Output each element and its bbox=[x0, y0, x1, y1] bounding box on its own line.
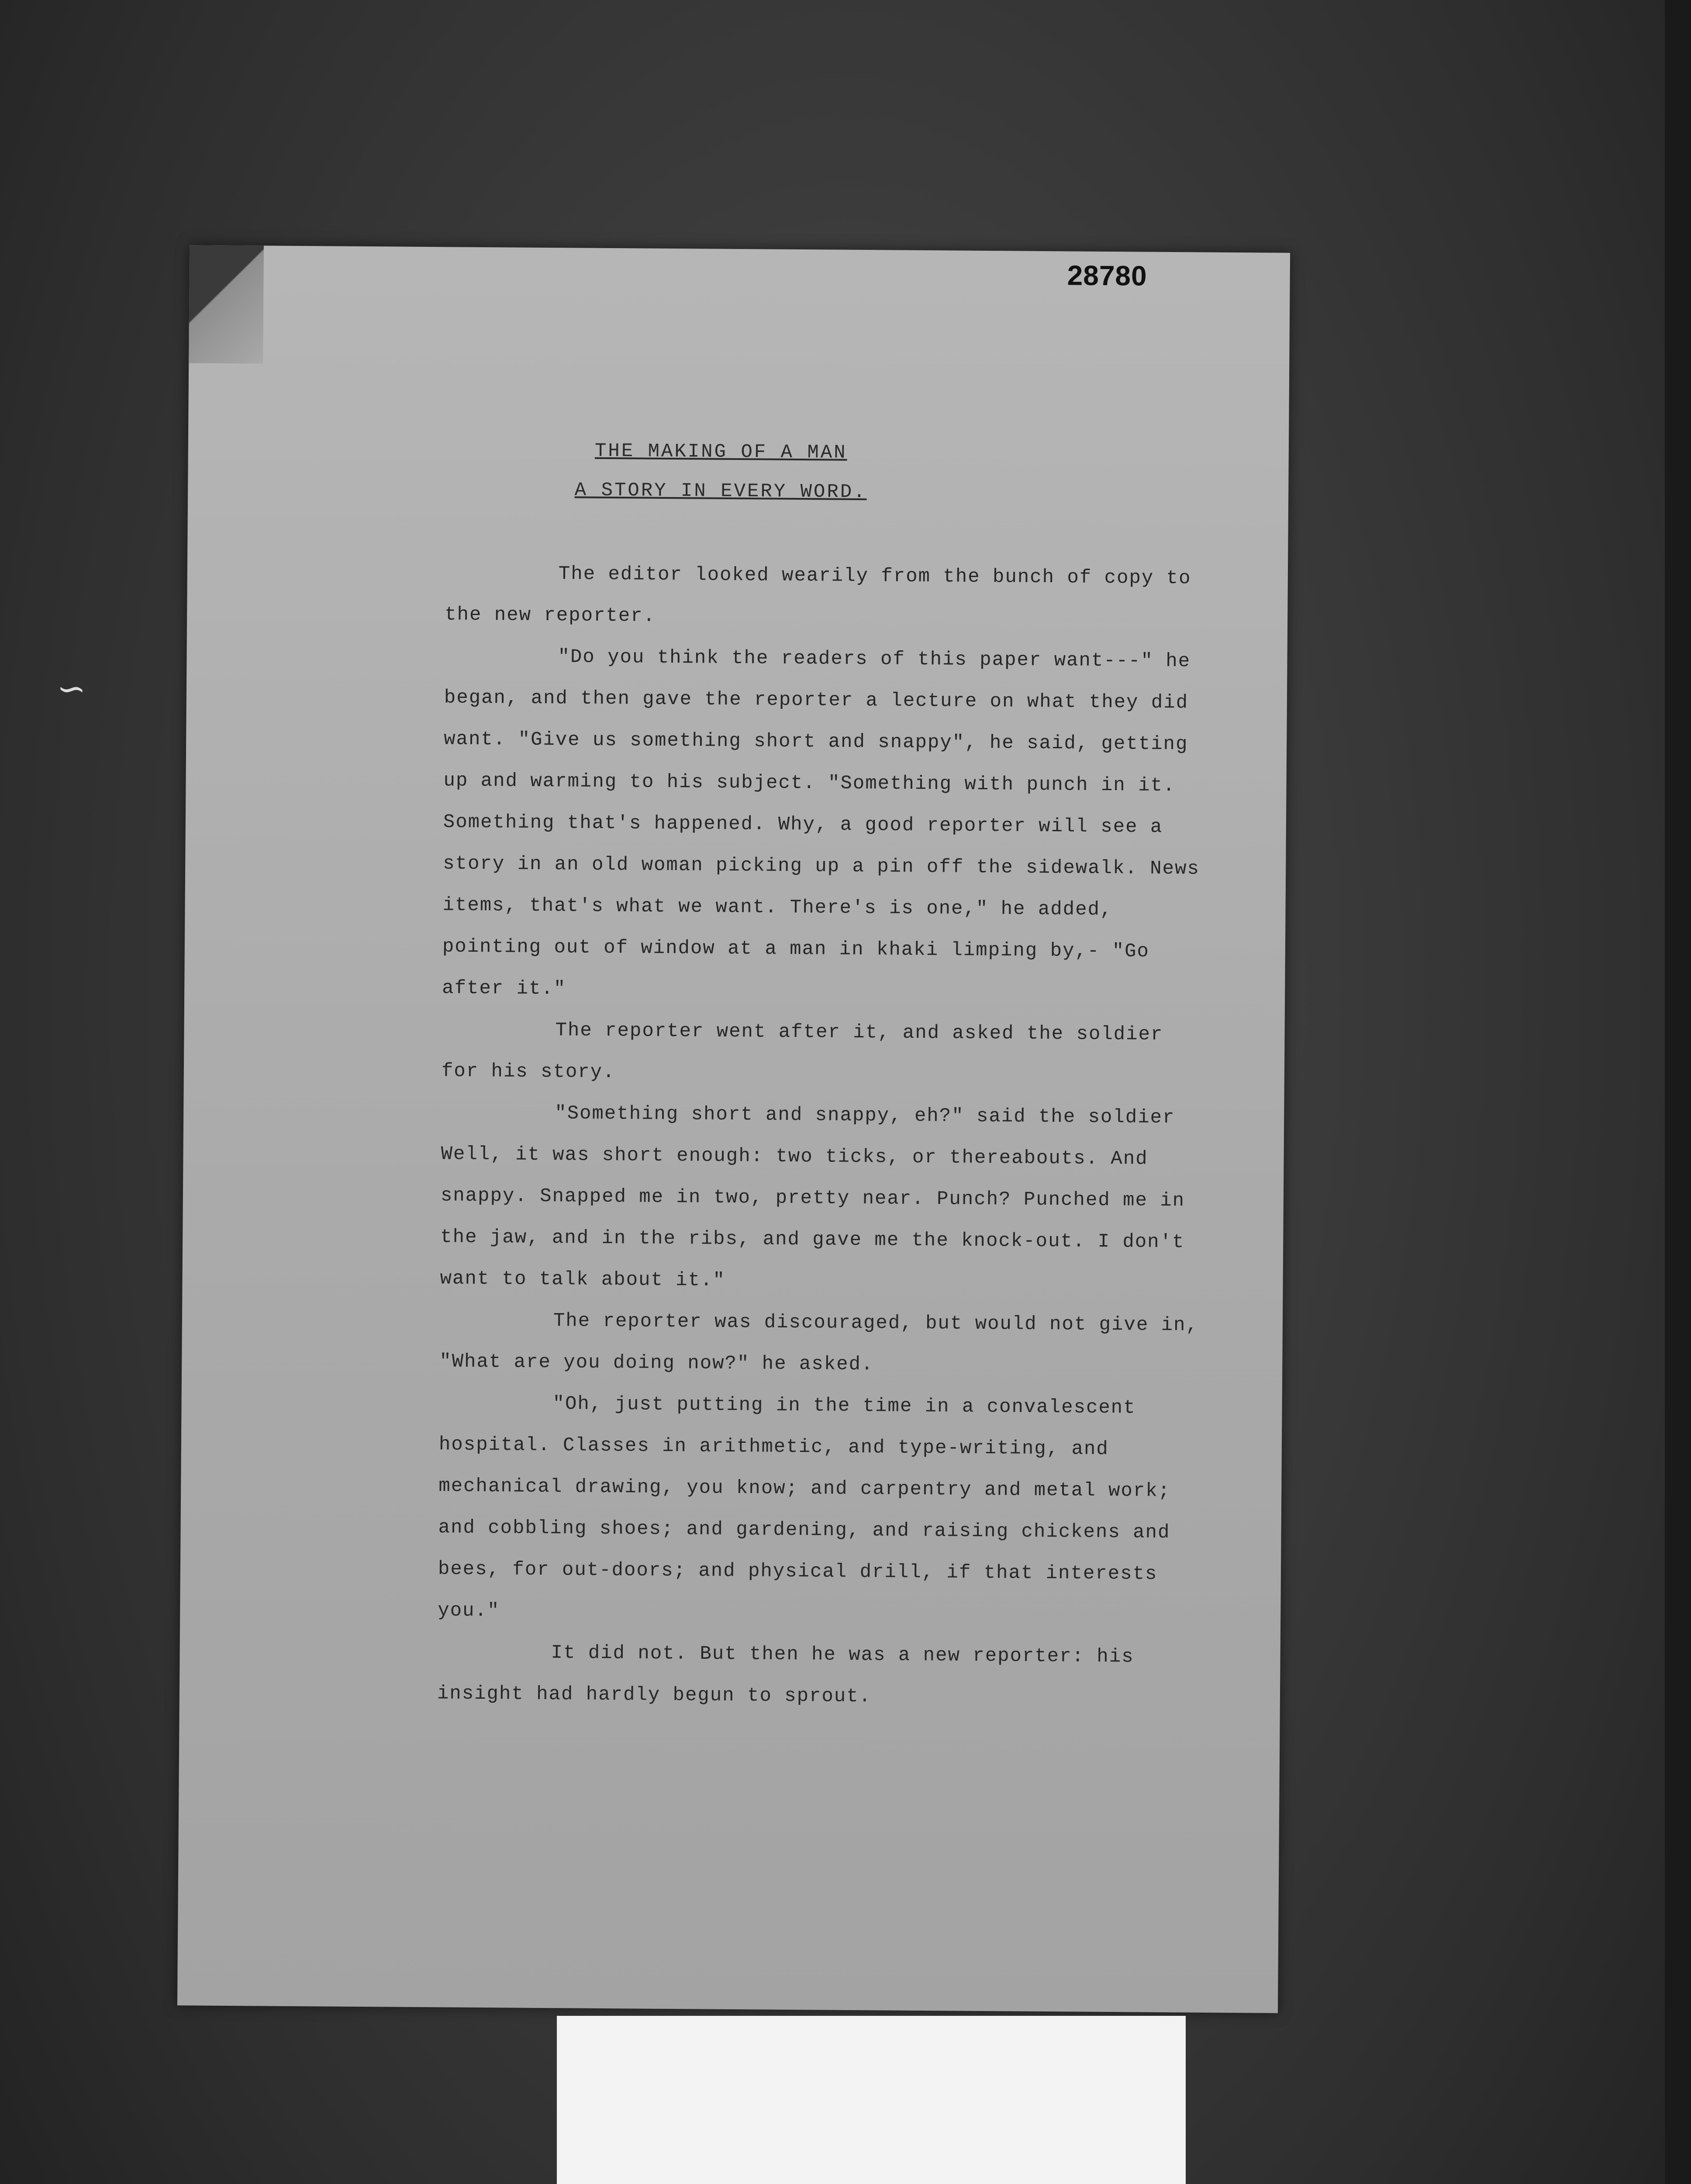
document-title: THE MAKING OF A MAN bbox=[594, 440, 847, 464]
paragraph: The editor looked wearily from the bunch of copy to the new reporter. bbox=[445, 563, 1191, 627]
paragraph: "Do you think the readers of this paper want---" he began, and then gave the reporter a lecture on what they did want. "Give us something short and snappy", he said, getting up and warming to his subject. "Something with punch in it. Something that's happened. Why, a good reporter will see a story in an old woman picking up a pin off the sidewalk. News items, that's what we want. There's is one," he added, pointing out of window at a man in khaki limping by,- "Go after it." bbox=[442, 646, 1200, 1000]
paragraph: The reporter went after it, and asked the soldier for his story. bbox=[441, 1019, 1163, 1084]
document-number: 28780 bbox=[1067, 259, 1147, 292]
paragraph: The reporter was discouraged, but would not give in, "What are you doing now?" he asked. bbox=[439, 1310, 1199, 1376]
typed-page bbox=[177, 245, 1290, 2013]
paragraph: It did not. But then he was a new reporter: his insight had hardly begun to sprout. bbox=[437, 1642, 1134, 1708]
margin-mark: ∽ bbox=[57, 668, 86, 709]
story-body bbox=[437, 553, 1210, 1720]
paragraph: "Something short and snappy, eh?" said the soldier Well, it was short enough: two ticks, or thereabouts. And snappy. Snapped me in two, pretty near. Punch? Punched me in the jaw, and in the ribs, and gave me the knock-out. I don't want to talk about it." bbox=[440, 1102, 1185, 1292]
paragraph: "Oh, just putting in the time in a convalescent hospital. Classes in arithmetic, and type-writing, and mechanical drawing, you know; and carpentry and metal work; and cobbling shoes; and gardening, and raising chickens and bees, for out-doors; and physical drill, if that interests you." bbox=[438, 1393, 1171, 1622]
document-subtitle: A STORY IN EVERY WORD. bbox=[574, 479, 867, 504]
collection-label-card bbox=[557, 2016, 1186, 2184]
folded-corner bbox=[189, 245, 264, 363]
film-edge bbox=[1665, 0, 1691, 2184]
